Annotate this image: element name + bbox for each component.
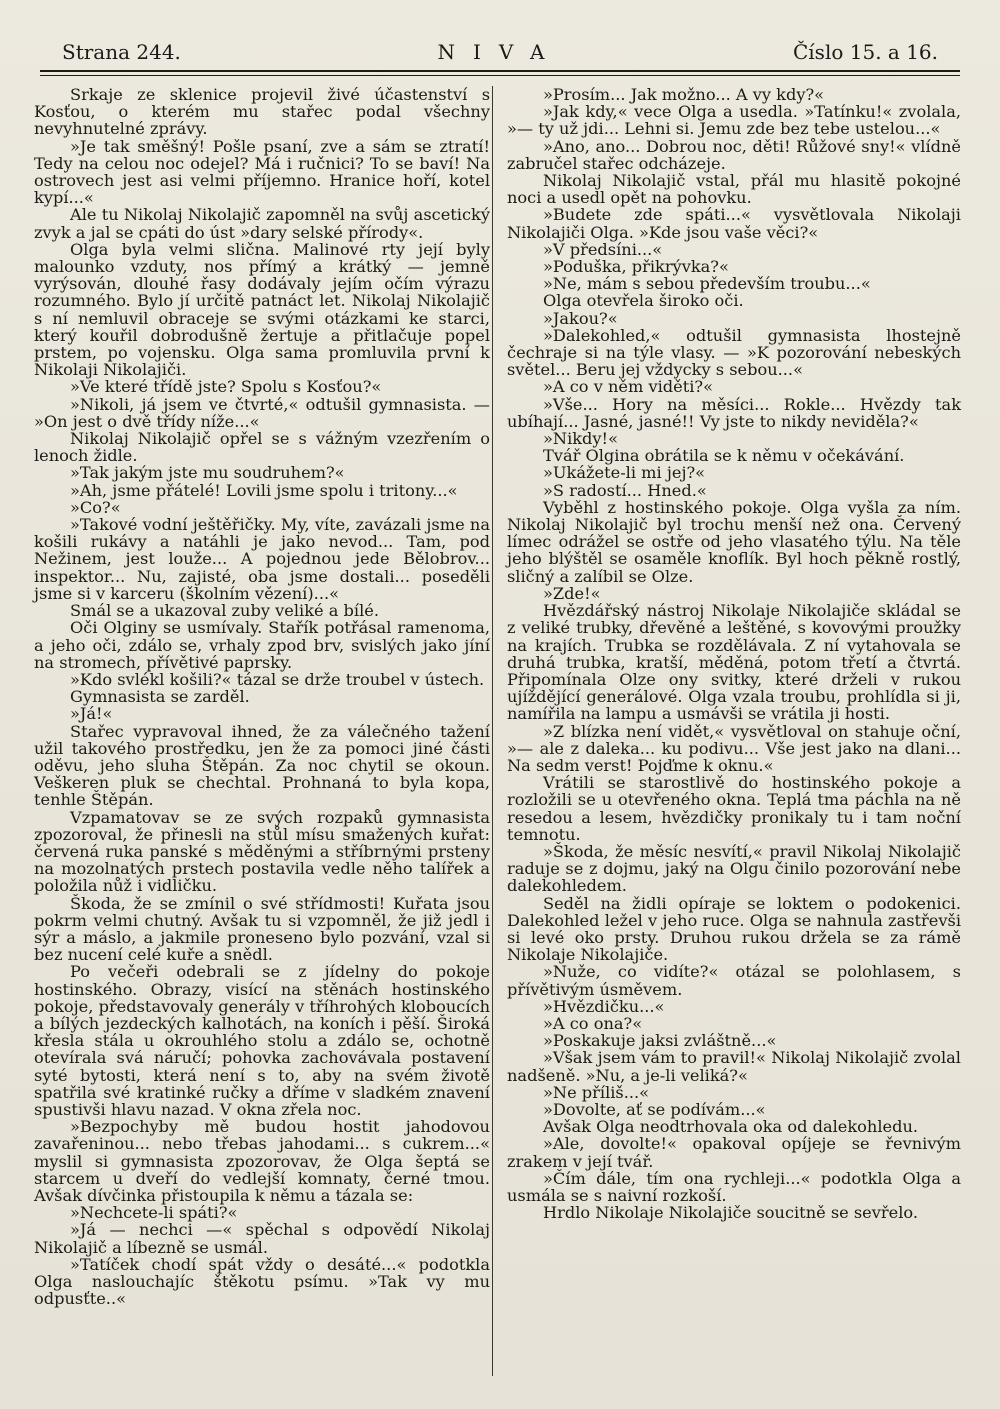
paragraph: »Jak kdy,« vece Olga a usedla. »Tatínku!« zvolala, »— ty už jdi... Lehni si. Jemu zde bez tebe ustelou...«: [507, 102, 961, 139]
paragraph: »Takové vodní ještěřičky. My, víte, zavázali jsme na košili rukávy a natáhli je jako nevod... Tam, pod Nežinem, jest louže... A pojednou jede Bělobrov... inspektor... Nu, zajisté, oba jsme dostali... poseděli jsme si v karceru (školním vězení)...«: [34, 515, 490, 603]
paragraph: »Nechcete-li spáti?«: [70, 1203, 238, 1223]
paragraph: Avšak Olga neodtrhovala oka od dalekohledu.: [543, 1117, 919, 1137]
right-column: [507, 86, 961, 1221]
paragraph: Nikolaj Nikolajič opřel se s vážným vzezřením o lenoch židle.: [34, 429, 490, 466]
paragraph: Gymnasista se zarděl.: [70, 687, 250, 707]
paragraph: »Hvězdičku...«: [543, 996, 665, 1016]
paragraph: »Kdo svlékl košili?« tázal se drže troubel v ústech.: [70, 669, 485, 689]
paragraph: »A co v něm viděti?«: [543, 377, 714, 397]
paragraph: Nikolaj Nikolajič vstal, přál mu hlasitě pokojné noci a usedl opět na pohovku.: [507, 171, 961, 208]
paragraph: Smál se a ukazoval zuby veliké a bílé.: [70, 601, 379, 621]
paragraph: »Já!«: [70, 704, 113, 724]
paragraph: Hvězdářský nástroj Nikolaje Nikolajiče skládal se z veliké trubky, dřevěné a leštěné, s kovovými proužky na krajích. Trubka se rozdělávala. Z ní vytahovala se druhá trubka, kratší, měděná, potom třetí a čtvrtá. Připomínala Olze ony svitky, které drželi v rukou ujíždějící generálové. Olga vzala troubu, prohlídla si ji, namířila na lampu a usmávši se vrátila ji hosti.: [507, 601, 961, 724]
paragraph: »V předsíni...«: [543, 239, 663, 259]
paragraph: »Ah, jsme přátelé! Lovili jsme spolu i tritony...«: [70, 480, 458, 500]
paragraph: »Ano, ano... Dobrou noc, děti! Růžové sny!« vlídně zabručel stařec odcházeje.: [507, 136, 961, 173]
paragraph: »A co ona?«: [543, 1013, 643, 1033]
paragraph: Olga otevřela široko oči.: [543, 291, 744, 311]
paragraph: »Dovolte, ať se podívám...«: [543, 1099, 766, 1119]
paragraph: »Prosím... Jak možno... A vy kdy?«: [543, 85, 825, 104]
paragraph: Vrátili se starostlivě do hostinského pokoje a rozložili se u otevřeného okna. Teplá tma páchla na ně resedou a lesem, hvězdičky pronikaly tu i tam noční temnotu.: [507, 773, 961, 844]
paragraph: »Tatíček chodí spát vždy o desáté...« podotkla Olga naslouchajíc štěkotu psímu. »Tak vy mu odpusťte..«: [34, 1254, 490, 1309]
paragraph: »Ne příliš...«: [543, 1082, 650, 1102]
journal-title: NIVA: [437, 40, 563, 64]
paragraph: Vzpamatovav se ze svých rozpaků gymnasista zpozoroval, že přinesli na stůl mísu smažených kuřat: červená ruka panské s měděnými a stříbrnými prsteny na mozolnatých prstech postavila vedle něho talířek a položila nůž i vidličku.: [34, 807, 490, 896]
paragraph: »Však jsem vám to pravil!« Nikolaj Nikolajič zvolal nadšeně. »Nu, a je-li veliká?«: [507, 1048, 961, 1085]
paragraph: »Ukážete-li mi jej?«: [543, 463, 706, 483]
paragraph: »Ne, mám s sebou především troubu...«: [543, 274, 871, 294]
paragraph: »Dalekohled,« odtušil gymnasista lhostejně čechraje si na týle vlasy. — »K pozorování nebeských světel... Beru jej vždycky s sebou...«: [507, 325, 961, 380]
paragraph: Po večeři odebrali se z jídelny do pokoje hostinského. Obrazy, visící na stěnách hostinského pokoje, představovaly generály v tříhrohých kloboucích a bílých jezdeckých kalhotách, na koních i pěší. Široká křesla stála u okrouhlého stolu a zdálo se, ochotně otevírala svá náručí; pohovka zachovávala postavení syté bytosti, která není s to, aby na svém životě spatřila své kratinké ručky a dříme v sladkém znavení spustivši hlavu nazad. V okna zřela noc.: [34, 962, 490, 1119]
paragraph: »Ve které třídě jste? Spolu s Kosťou?«: [70, 377, 382, 397]
paragraph: »Škoda, že měsíc nesvítí,« pravil Nikolaj Nikolajič raduje se z dojmu, jaký na Olgu činilo pozorování nebe dalekohledem.: [507, 841, 961, 896]
paragraph: Škoda, že se zmínil o své střídmosti! Kuřata jsou pokrm velmi chutný. Avšak tu si vzpomněl, že již jedl i sýr a máslo, a jakmile proneseno bylo pozvání, vzal si bez nucení celé kuře a snědl.: [34, 893, 490, 965]
paragraph: »Vše... Hory na měsíci... Rokle... Hvězdy tak ubíhají... Jasné, jasné!! Vy jste to nikdy neviděla?«: [507, 394, 961, 431]
paragraph: »Tak jakým jste mu soudruhem?«: [70, 463, 345, 483]
header-rule-thin: [40, 75, 960, 76]
paragraph: »Nuže, co vidíte?« otázal se polohlasem, s přívětivým úsměvem.: [507, 962, 961, 999]
column-divider: [492, 86, 493, 1376]
paragraph: »Z blízka není vidět,« vysvětloval on stahuje oční, »— ale z daleka... ku podivu... Vše jest jako na dlani... Na sedm verst! Pojďme k oknu.«: [507, 721, 961, 775]
paragraph: »Bezpochyby mě budou hostit jahodovou zavařeninou... nebo třebas jahodami... s cukrem...« myslil si gymnasista zpozorovav, že Olga šeptá se starcem u dveří do vedlejší komnaty, černé tmou. Avšak dívčinka přistoupila k němu a tázala se:: [34, 1117, 490, 1205]
paragraph: »Poskakuje jaksi zvláštně...«: [543, 1031, 777, 1051]
paragraph: Seděl na židli opíraje se loktem o podokenici. Dalekohled ležel v jeho ruce. Olga se nahnula zastřevši si levé oko prsty. Druhou rukou držela se za rámě Nikolaje Nikolajiče.: [507, 893, 961, 965]
paragraph: »Nikoli, já jsem ve čtvrté,« odtušil gymnasista. — »On jest o dvě třídy níže...«: [34, 394, 490, 431]
paragraph: »Já — nechci —« spěchal s odpovědí Nikolaj Nikolajič a líbezně se usmál.: [34, 1220, 490, 1257]
paragraph: Stařec vypravoval ihned, že za válečného tažení užil takového prostředku, jen že za pomoci jiné části oděvu, jeho sluha Štěpán. Za noc chytil se okoun. Veškeren pluk se chechtal. Prohnaná to byla kopa, tenhle Štěpán.: [34, 721, 490, 810]
paragraph: Oči Olginy se usmívaly. Stařík potřásal ramenoma, a jeho oči, zdálo se, vrhaly zpod brv, svislých jako jíní na stromech, přívětivé paprsky.: [34, 618, 490, 672]
paragraph: Hrdlo Nikolaje Nikolajiče soucitně se sevřelo.: [543, 1203, 919, 1223]
paragraph: »Čím dále, tím ona rychleji...« podotkla Olga a usmála se s naivní rozkoší.: [507, 1168, 961, 1205]
paragraph: »Co?«: [70, 497, 121, 517]
paragraph: »Ale, dovolte!« opakoval opíjeje se řevnivým zrakem v její tvář.: [507, 1134, 961, 1171]
left-column: [34, 86, 490, 1307]
paragraph: »Nikdy!«: [543, 429, 618, 449]
paragraph: »Poduška, přikrývka?«: [543, 257, 729, 277]
paragraph: »S radostí... Hned.«: [543, 480, 707, 500]
page-header: [62, 40, 938, 70]
paragraph: Tvář Olgina obrátila se k němu v očekávání.: [543, 446, 905, 466]
paragraph: »Jakou?«: [543, 308, 618, 328]
paragraph: Vyběhl z hostinského pokoje. Olga vyšla za ním. Nikolaj Nikolajič byl trochu menší než ona. Červený límec odrážel se ostře od jeho vlasatého týlu. Na těle jeho blýštěl se osaměle knoflík. Byl hoch pěkně rostlý, sličný a zalíbil se Olze.: [507, 497, 961, 586]
paragraph: Srkaje ze sklenice projevil živé účastenství s Kosťou, o kterém mu stařec podal všechny nevyhnutelné zprávy.: [34, 85, 490, 139]
paragraph: »Zde!«: [543, 583, 601, 603]
paragraph: »Je tak směšný! Pošle psaní, zve a sám se ztratí! Tedy na celou noc odejel? Má i ručnici? To se baví! Na ostrovech jest asi velmi příjemno. Hranice hoří, kotel kypí...«: [34, 136, 490, 208]
page-number: Strana 244.: [62, 40, 181, 64]
paragraph: Olga byla velmi slična. Malinové rty její byly malounko vzduty, nos přímý a krátký — jemně vyrýsován, dlouhé řasy dodávaly jejím očím výrazu rozumného. Bylo jí určitě patnáct let. Nikolaj Nikolajič s ní nemluvil obraceje se svými otázkami ke starci, který kouřil dobrodušně žertuje a přitlačuje popel prstem, po vojensku. Olga sama promluvila první k Nikolaji Nikolajiči.: [34, 239, 490, 380]
header-rule: [40, 70, 960, 72]
paragraph: Ale tu Nikolaj Nikolajič zapomněl na svůj ascetický zvyk a jal se cpáti do úst »dary selské přírody«.: [34, 205, 490, 242]
paragraph: »Budete zde spáti...« vysvětlovala Nikolaji Nikolajiči Olga. »Kde jsou vaše věci?«: [507, 205, 961, 242]
issue-number: Číslo 15. a 16.: [792, 40, 938, 64]
